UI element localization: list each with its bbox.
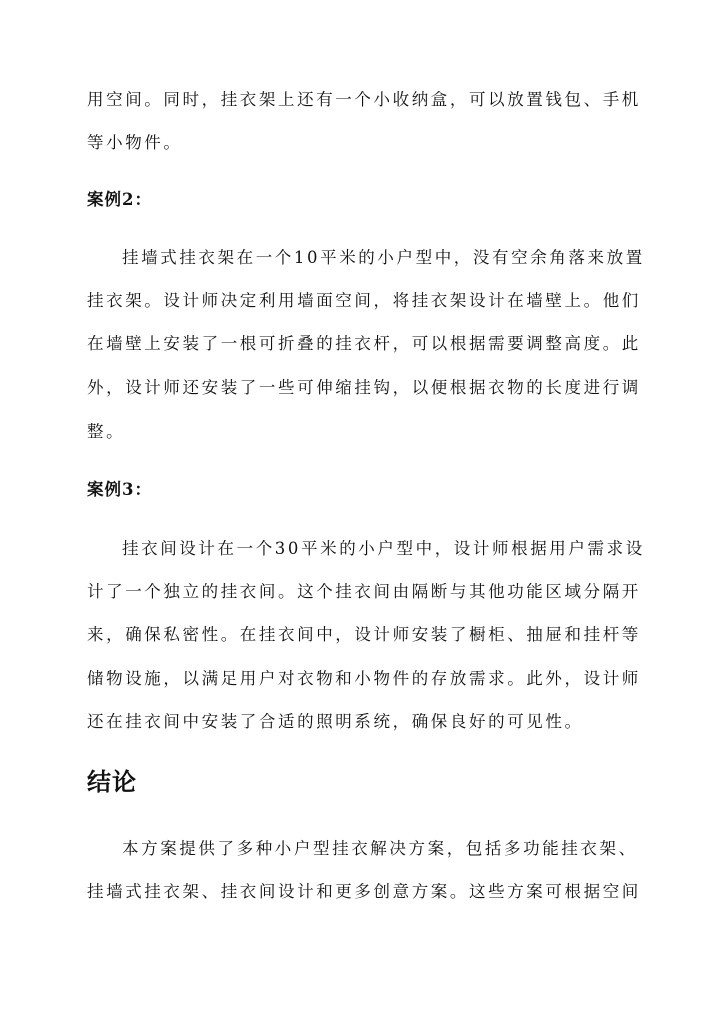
paragraph-line: 外，设计师还安装了一些可伸缩挂钩，以便根据衣物的长度进行调 [87,378,641,397]
paragraph-line: 用空间。同时，挂衣架上还有一个小收纳盒，可以放置钱包、手机 [87,90,641,109]
conclusion-heading: 结论 [87,767,137,796]
paragraph-line: 挂墙式挂衣架、挂衣间设计和更多创意方案。这些方案可根据空间 [87,882,641,901]
paragraph-line: 挂衣架。设计师决定利用墙面空间，将挂衣架设计在墙壁上。他们 [87,291,641,310]
paragraph-line: 等小物件。 [87,133,183,152]
paragraph-line: 挂衣间设计在一个30平米的小户型中，设计师根据用户需求设 [122,539,645,558]
paragraph-line: 还在挂衣间中安装了合适的照明系统，确保良好的可见性。 [87,712,584,731]
paragraph-line: 来，确保私密性。在挂衣间中，设计师安装了橱柜、抽屉和挂杆等 [87,625,641,644]
paragraph-line: 储物设施，以满足用户对衣物和小物件的存放需求。此外，设计师 [87,669,641,688]
paragraph-line: 本方案提供了多种小户型挂衣解决方案，包括多功能挂衣架、 [122,839,638,858]
case-3-heading: 案例3： [87,480,152,499]
paragraph-line: 在墙壁上安装了一根可折叠的挂衣杆，可以根据需要调整高度。此 [87,334,641,353]
paragraph-line: 挂墙式挂衣架在一个10平米的小户型中，没有空余角落来放置 [122,248,645,267]
paragraph-line: 整。 [87,422,126,441]
case-2-heading: 案例2： [87,190,152,209]
paragraph-line: 计了一个独立的挂衣间。这个挂衣间由隔断与其他功能区域分隔开 [87,582,641,601]
